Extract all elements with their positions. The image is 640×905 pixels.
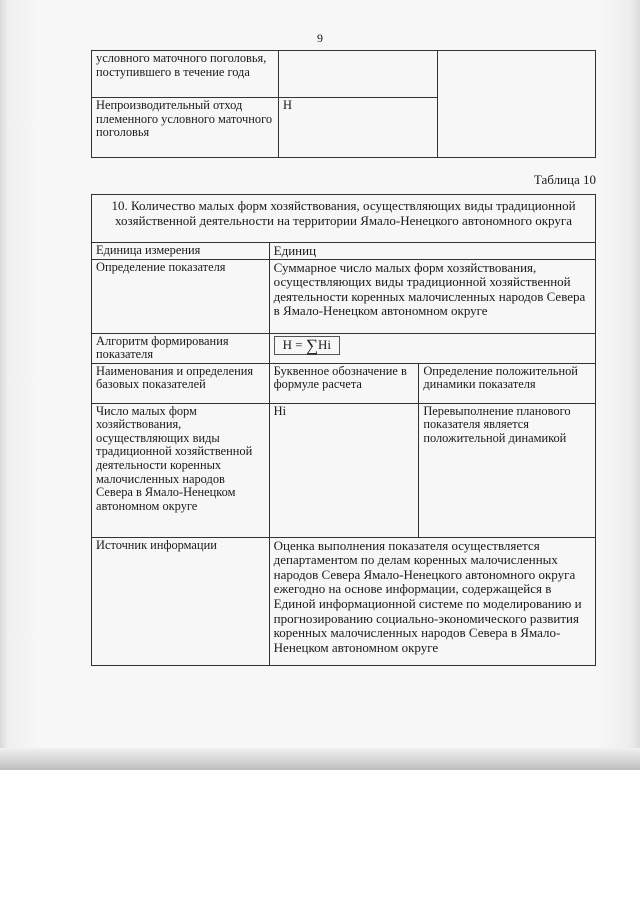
row-extra [438, 51, 596, 158]
base-header-dynamics: Определение положительной динамики показателя [419, 363, 596, 403]
base-indicator-dynamics: Перевыполнение планового показателя является положительной динамикой [419, 403, 596, 537]
definition-value: Суммарное число малых форм хозяйствования, осуществляющих виды традиционной хозяйственной деятельности коренных малочисленных народов Севера в Ямало-Ненецком автономном округе [269, 259, 595, 333]
base-header-symbol: Буквенное обозначение в формуле расчета [269, 363, 419, 403]
unit-value: Единиц [269, 243, 595, 260]
row-label: Непроизводительный отход племенного условного маточного поголовья [92, 98, 279, 158]
base-indicator-symbol: Hi [269, 403, 419, 537]
definition-label: Определение показателя [92, 259, 270, 333]
algorithm-label: Алгоритм формирования показателя [92, 333, 270, 363]
indicator-table-10 [91, 194, 596, 666]
row-value [279, 51, 438, 98]
page-number: 9 [317, 31, 323, 45]
algorithm-formula-cell [269, 333, 595, 363]
formula [274, 336, 340, 355]
table-caption: Таблица 10 [533, 172, 596, 187]
unit-label: Единица измерения [92, 243, 270, 260]
source-label: Источник информации [92, 537, 270, 665]
row-value: Н [279, 98, 438, 158]
base-header-name: Наименования и определения базовых показателей [92, 363, 270, 403]
table-title: 10. Количество малых форм хозяйствования, осуществляющих виды традиционной хозяйственной деятельности на территории Ямало-Ненецкого автономного округа [92, 195, 596, 243]
formula-rhs: Hi [318, 336, 332, 352]
source-value: Оценка выполнения показателя осуществляется департаментом по делам коренных малочисленных народов Севера Ямало-Ненецкого автономного округа ежегодно на основе информации, содержащейся в Единой информационной системе по моделированию и прогнозированию социально-экономического развития коренных малочисленных народов Севера в Ямало-Ненецком автономном округе [269, 537, 595, 665]
table-row [92, 51, 596, 98]
sigma-symbol: ∑ [305, 335, 319, 355]
formula-lhs: Н = [282, 336, 303, 352]
previous-table-continuation [91, 50, 596, 158]
base-indicator-name: Число малых форм хозяйствования, осуществляющих виды традиционной хозяйственной деятельности коренных малочисленных народов Севера в Ямало-Ненецком автономном округе [92, 403, 270, 537]
row-label: условного маточного поголовья, поступившего в течение года [92, 51, 279, 98]
scan-edge-shadow [0, 748, 640, 770]
